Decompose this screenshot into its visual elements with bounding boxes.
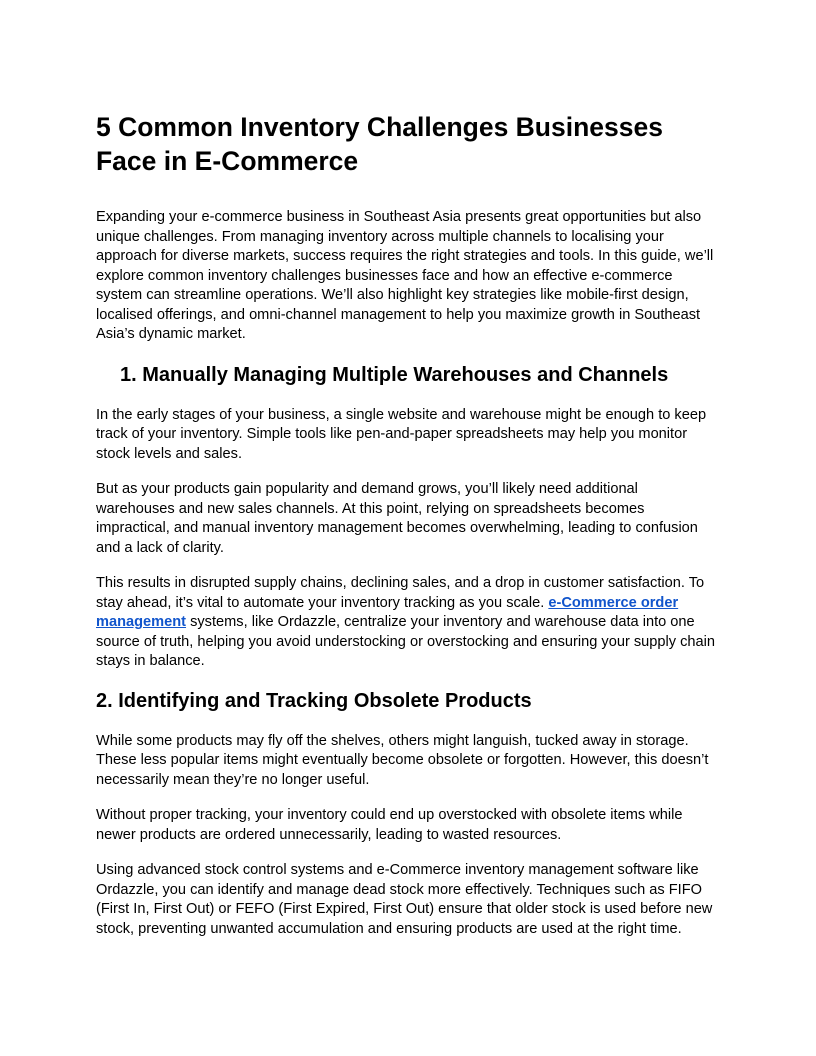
section-2-paragraph-3: Using advanced stock control systems and e-Commerce inventory management software like Ordazzle, you can identify and manage dead stock more effectively. Techniques such as FIFO (First In, First Out) or FEFO (First Expired, First Out) ensure that older stock is used before new stock, preventing unwanted accumulation and ensuring products are used at the right time. (96, 862, 713, 937)
intro-paragraph: Expanding your e-commerce business in Southeast Asia presents great opportunities but also unique challenges. From managing inventory across multiple channels to localising your approach for diverse markets, success requires the right strategies and tools. In this guide, we’ll explore common inventory challenges businesses face and how an effective e-commerce system can streamline operations. We’ll also highlight key strategies like mobile-first design, localised offerings, and omni-channel management to help you maximize growth in Southeast Asia’s dynamic market. (96, 209, 714, 342)
section-2-paragraph-1: While some products may fly off the shelves, others might languish, tucked away in storage. These less popular items might eventually become obsolete or forgotten. However, this doesn’t necessarily mean they’re no longer useful. (96, 732, 709, 788)
section-2-paragraph-2: Without proper tracking, your inventory could end up overstocked with obsolete items while newer products are ordered unnecessarily, leading to wasted resources. (96, 807, 683, 843)
section-1-paragraph-2: But as your products gain popularity and demand grows, you’ll likely need additional warehouses and new sales channels. At this point, relying on spreadsheets becomes impractical, and manual inventory management becomes overwhelming, leading to confusion and a lack of clarity. (96, 481, 698, 556)
section-1-heading: 1. Manually Managing Multiple Warehouses and Channels (120, 363, 669, 386)
section-1-paragraph-3-text-after: systems, like Ordazzle, centralize your inventory and warehouse data into one source of truth, helping you avoid understocking or overstocking and ensuring your supply chain stays in balance. (96, 614, 715, 669)
section-1-paragraph-3 (96, 574, 720, 672)
document-page (96, 110, 720, 939)
section-1-paragraph-1: In the early stages of your business, a single website and warehouse might be enough to keep track of your inventory. Simple tools like pen-and-paper spreadsheets may help you monitor stock levels and sales. (96, 406, 707, 462)
document-title: 5 Common Inventory Challenges Businesses Face in E-Commerce (96, 112, 663, 176)
ecommerce-order-management-link[interactable]: e-Commerce order management (96, 594, 679, 630)
section-1-paragraph-3-text-before: This results in disrupted supply chains, declining sales, and a drop in customer satisfaction. To stay ahead, it’s vital to automate your inventory tracking as you scale. (96, 575, 705, 611)
section-2-heading: 2. Identifying and Tracking Obsolete Products (96, 689, 532, 712)
